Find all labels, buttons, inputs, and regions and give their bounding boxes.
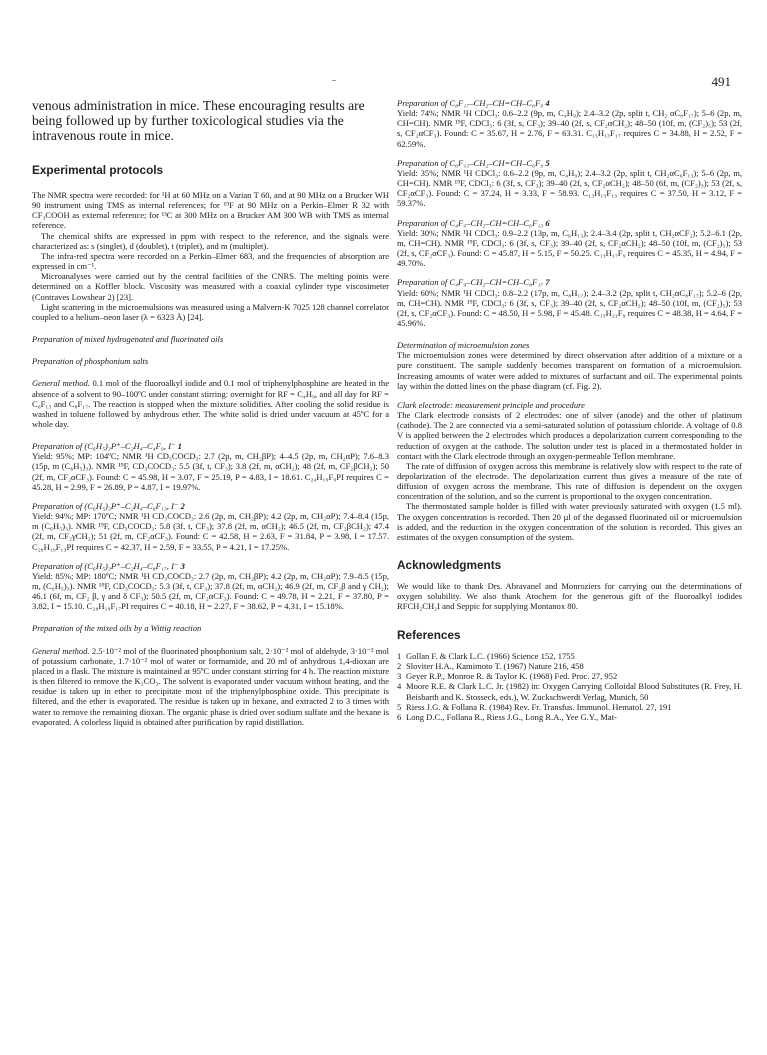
general-method-text: 0.1 mol of the fluoroalkyl iodide and 0.1 mol of triphenylphosphine are heated in the absence of a solvent to 90–100ºC under constant stirring: overnight for RF = C₄H₉, and all day for RF = C₆F₁₃ and C₈F₁₇. The reaction is stopped when the mixture solidifies. After cooling the solid residue is washed in toluene followed by anhydrous ether. The white solid is dried under vacuum at 45ºC for a whole day. [32, 378, 389, 429]
compound-6-data: Yield: 30%; NMR ¹H CDCl₃: 0.9–2.2 (13p, m, C₆H₁₃); 2.4–3.4 (2p, split t, CH₂αCF₂); 5.2–6.1 (2p, m, CH=CH). NMR ¹⁹F, CDCl₃: 6 (3f, s, CF₃); 39–40 (2f, s, CF₂αCH₂); 48–50 (10f, m, (CF₂)₅); 53 (2f, s, CF₂αCF₃). Found: C = 45.87, H = 5.15, F = 50.25. C₁₃H₁₇F₉ requires C = 45.35, H = 4.94, F = 49.70%. [397, 227, 742, 269]
shift-paragraph: The chemical shifts are expressed in ppm with respect to the reference, and the signals were characterized as: s (singlet), d (doublet), t (triplet), and m (multiplet). [32, 230, 389, 251]
reference-number: 5 [397, 702, 402, 713]
compound-6-formula: Preparation of C₄F₉–CH₂–CH=CH–C₆F₁₃ [397, 217, 544, 228]
compound-1-formula: Preparation of (C₆H₅)₃P⁺–C₂H₄–C₄F₉, I⁻ [32, 441, 176, 452]
acknowledgments-heading: Acknowledgments [397, 558, 502, 573]
compound-4-data: Yield: 74%; NMR ¹H CDCl₃: 0.6–2.2 (9p, m, C₄H₉); 2.4–3.2 (2p, split t, CH₂ αC₈F₁₇); 5–6 (2p, m, CH=CH). NMR ¹⁹F, CDCl₃: 6 (3f, s, CF₃); 39–40 (2f, s, CF₂αCH₂); 48–50 (10f, m, (CF₂)₅); 53 (2f, s, CF₂αCF₃). Found: C = 35.67, H = 2.76, F = 63.31. C₁₅H₁₃F₁₇ requires C = 34.88, H = 2.52, F = 62.59%. [397, 108, 742, 149]
reference-number: 1 [397, 650, 402, 661]
reference-item [397, 702, 742, 712]
clark-paragraph-1: The Clark electrode consists of 2 electrodes: one of silver (anode) and the other of platinum (cathode). The 2 are connected via a semi-saturated solution of potassium chloride. A voltage of 0.8 V is applied between the 2 electrodes which produces a depolarization current corresponding to the reduction of oxygen at the cathode. The solution under test is placed in a thermostated holder in contact with the Clark electrode through an oxygen-permeable Teflon membrane. [397, 410, 742, 461]
general-method-label: General method. [32, 378, 90, 389]
general-method-label-2: General method. [32, 645, 90, 656]
compound-2-number: 2 [180, 500, 185, 511]
compound-7-formula: Preparation of C₄F₉–CH₂–CH=CH–C₈F₁₇ [397, 277, 544, 288]
compound-5-data: Yield: 35%; NMR ¹H CDCl₃: 0.6–2.2 (9p, m, C₄H₉); 2.4–3.2 (2p, split t, CH₂αC₆F₁₃); 5–6 (2p, m, CH=CH). NMR ¹⁹F, CDCl₃: 6 (3f, s, CF₃); 39–40 (2f, s, CF₂αCH₂); 48–50 (6f, m, (CF₂)₃); 53 (2f, s, CF₂αCF₃). Found: C = 37.24, H = 3.33, F = 58.93. C₁₃H₁₃F₁₃ requires C = 37.50, H = 3.12, F = 59.37%. [397, 167, 742, 209]
subsection-phosphonium: Preparation of phosphonium salts [32, 356, 149, 367]
reference-item [397, 651, 742, 661]
reference-text: Geyer R.P., Monroe R. & Taylor K. (1968) Fed. Proc. 27, 952 [406, 671, 618, 682]
reference-item [397, 661, 742, 671]
reference-number: 4 [397, 681, 402, 692]
compound-7-number: 7 [545, 277, 550, 288]
compound-1-number: 1 [177, 441, 182, 452]
experimental-heading: Experimental protocols [32, 163, 164, 177]
compound-5-formula: Preparation of C₆F₁₃–CH₂–CH=CH–C₆F₉ [397, 157, 544, 168]
subsection-mixed-oils: Preparation of mixed hydrogenated and fluorinated oils [32, 334, 224, 345]
compound-5-title [397, 158, 742, 168]
subsection-wittig: Preparation of the mixed oils by a Wittig reaction [32, 623, 202, 634]
compound-4-title [397, 98, 742, 108]
reference-number: 6 [397, 712, 402, 723]
compound-2-formula: Preparation of (C₆H₅)₃P⁺–C₂H₄–C₆F₁₃, I⁻ [32, 500, 179, 511]
compound-3-title [32, 561, 389, 571]
reference-text: Riess J.G. & Follana R. (1984) Rev. Fr. Transfus. Immunol. Hematol. 27, 191 [406, 702, 672, 713]
reference-text: Gollan F. & Clark L.C. (1966) Science 152, 1755 [406, 650, 575, 661]
reference-number: 3 [397, 671, 402, 682]
clark-paragraph-2: The rate of diffusion of oxygen across this membrane is relatively slow with respect to the rate of depolarization of the electrode. The depolarization current thus gives a measure of the rate of diffusion of oxygen across the membrane. This rate of diffusion is dependent on the oxygen concentration of the solution, and so the current is proportional to the oxygen concentration. [397, 460, 742, 502]
ir-paragraph: The infra-red spectra were recorded on a Perkin–Elmer 683, and the frequencies of absorption are expressed in cm⁻¹. [32, 250, 389, 272]
compound-6-title [397, 218, 742, 228]
compound-4-formula: Preparation of C₈F₁₇–CH₂–CH=CH–C₆F₉ [397, 98, 544, 108]
compound-3-formula: Preparation of (C₆H₅)₃P⁺–C₂H₄–C₈F₁₇, I⁻ [32, 560, 179, 571]
compound-2-title [32, 501, 389, 511]
subsection-clark: Clark electrode: measurement principle and procedure [397, 399, 585, 410]
compound-3-data: Yield: 85%; MP: 180ºC; NMR ¹H CD₃COCD₃: 2.7 (2p, m, CH₂βP); 4.2 (2p, m, CH₂αP); 7.9–8.5 (15p, m, (C₆H₅)₃). NMR ¹⁹F, CD₃COCD₃: 5.3 (3f, t, CF₃); 37.8 (2f, m, αCH₂); 46.9 (2f, m, CF₂β and γ CH₂); 46.1 (6f, m, CF₂ β, γ and δ CF₃); 50.5 (2f, m, CF₂αCF₃). Found: C = 49.78, H = 2.21, F = 37.80, P = 3.82, I = 15.10. C₂₈H₁₉F₁₇PI requires C = 40.18, H = 2.27, F = 38.62, P = 4.31, I = 15.18%. [32, 570, 389, 612]
compound-4-number: 4 [545, 98, 550, 108]
references-heading: References [397, 627, 461, 642]
compound-3-number: 3 [180, 560, 185, 571]
reference-item [397, 681, 742, 702]
compound-7-title [397, 277, 742, 287]
reference-item [397, 671, 742, 681]
reference-text: Moore R.E. & Clark L.C. Jr. (1982) in: Oxygen Carrying Colloidal Blood Substitutes (R. Frey, H. Beisbarth and K. Stosseck, eds.), W. Zuckschwerdt Verlag, Munich, 50 [406, 681, 742, 702]
clark-paragraph-3: The thermostated sample holder is filled with water previously saturated with oxygen (1.5 ml). The oxygen concentration is recorded. Then 20 µl of the degassed fluorinated oil or microemulsion is added, and the reduction in the oxygen concentration of the solution is recorded. This gives an estimates of the oxygen consumption of the system. [397, 501, 742, 542]
reference-text: Sloviter H.A., Kamimoto T. (1967) Nature 216, 458 [406, 660, 584, 671]
reference-list [397, 651, 742, 723]
microemulsion-paragraph: The microemulsion zones were determined by direct observation after addition of a mixture or a pure constituent. The sample suddenly becomes transparent on formation of a microemulsion. Increasing amounts of water were added to mixtures of surfactant and oil. The experimental points lay within the dotted lines on the phase diagram (cf. Fig. 2). [397, 350, 742, 391]
general-method-text-2: 2.5·10⁻² mol of the fluorinated phosphonium salt, 2·10⁻² mol of aldehyde, 3·10⁻² mol of potassium carbonate, 1.7·10⁻² mol of water or formamide, and 20 ml of anhydrous 1,4-dioxan are placed in a flask. The mixture is maintained at 95ºC under constant stirring for 4 h. The reaction mixture is then filtered to remove the K₂CO₃. The solvent is evaporated under vacuum without heating, and the residue is taken up in ether to precipitate most of the triphenylphosphine oxide. This precipitate is filtered, and the ether is evaporated. The residue is taken up in hexane, and extracted 2 to 3 times with water to remove the remaining dioxan. The organic phase is dried over sodium sulfate and the hexane is evaporated. A colorless liquid is obtained after purification by rapid distillation. [32, 645, 389, 727]
compound-7-data: Yield: 60%; NMR ¹H CDCl₃: 0.8–2.2 (17p, m, C₈H₁₇); 2.4–3.2 (2p, split t, CH₂αC₈F₁₇); 5.2–6 (2p, m, CH=CH). NMR ¹⁹F, CDCl₃: 6 (3f, s, CF₃); 39–40 (2f, s, CF₂αCH₂); 48–50 (10f, m, (CF₂)₅); 53 (2f, s, CF₂αCF₃). Found: C = 48.50, H = 5.98, F = 45.48. C₁₅H₂₁F₉ requires C = 48.38, H = 4.64, F = 45.96%. [397, 287, 742, 328]
compound-2-data: Yield: 94%; MP: 170ºC; NMR ¹H CD₃COCD₃: 2.6 (2p, m, CH₂βP); 4.2 (2p, m, CH₂αP); 7.4–8.4 (15p, m (C₆H₅)₃). NMR ¹⁹F, CD₃COCD₃: 5.8 (3f, t, CF₃); 37.8 (2f, m, αCH₂); 46.5 (2f, m, CF₂βCH₂); 47.4 (2f, m, CF₂γCH₂); 51 (2f, m, CF₂αCF₃). Found: C = 42.58, H = 2.63, F = 31.84, P = 3.98, I = 17.57. C₂₆H₁₉F₁₃PI requires C = 42.37, H = 2.59, F = 33.55, P = 4.21, I = 17.25%. [32, 511, 389, 552]
acknowledgments-text: We would like to thank Drs. Abravanel and Monroziers for carrying out the determinations of oxygen solubility. We also thank Atochem for the generous gift of the fluoroalkyl iodides RFCH₂CH₂I and Seppic for supplying Montanox 80. [397, 581, 742, 612]
page-number: 491 [711, 74, 731, 89]
general-method-2 [32, 646, 389, 727]
scan-mark [332, 80, 336, 81]
reference-number: 2 [397, 660, 402, 671]
nmr-paragraph: The NMR spectra were recorded: for ¹H at 60 MHz on a Varian T 60, and at 90 MHz on a Brucker WH 90 instrument using TMS as internal references; for ¹⁹F at 90 MHz on a Perkin–Elmer R 32 with CF₃COOH as external reference; for ¹³C at 300 MHz on a Brucker AM 300 WB with TMS as internal reference. [32, 190, 389, 231]
compound-1-data: Yield: 95%; MP: 104ºC; NMR ¹H CD₃COCD₃: 2.7 (2p, m, CH₂βP); 4–4.5 (2p, m, CH₂αP); 7.6–8.3 (15p, m (C₆H₅)₃). NMR ¹⁹F, CD₃COCD₃: 5.5 (3f, t, CF₃); 3.8 (2f, m, αCH₂); 48 (2f, m, CF₂βCH₂); 50 (2f, m, CF₂αCF₃). Found: C = 45.98, H = 3.07, F = 25.19, P = 4.83, I = 18.61. C₂₄H₁₉F₉PI requires C = 45.28, H = 2.99, F = 26.89, P = 4.87, I = 19.97%. [32, 451, 389, 492]
compound-1-title [32, 441, 389, 451]
microanalysis-paragraph: Microanalyses were carried out by the central facilities of the CNRS. The melting points were determined on a Koffler block. Viscosity was measured with a coaxial cylinder type viscosimeter (Contraves Lowshear 2) [23]. [32, 271, 389, 302]
compound-6-number: 6 [545, 217, 550, 228]
right-column [397, 98, 742, 723]
light-scattering-paragraph: Light scattering in the microemulsions was measured using a Malvern-K 7025 128 channel correlator coupled to a helium–neon laser (λ = 6323 Å) [24]. [32, 301, 389, 322]
left-column [32, 98, 389, 727]
intro-paragraph: venous administration in mice. These encouraging results are being followed up by further toxicological studies via the intravenous route in mice. [32, 98, 365, 143]
compound-5-number: 5 [545, 157, 550, 168]
reference-text: Long D.C., Follana R., Riess J.G., Long R.A., Yee G.Y., Mat- [406, 712, 617, 723]
general-method-1 [32, 378, 389, 429]
subsection-microemulsion: Determination of microemulsion zones [397, 340, 530, 351]
reference-item [397, 712, 742, 722]
